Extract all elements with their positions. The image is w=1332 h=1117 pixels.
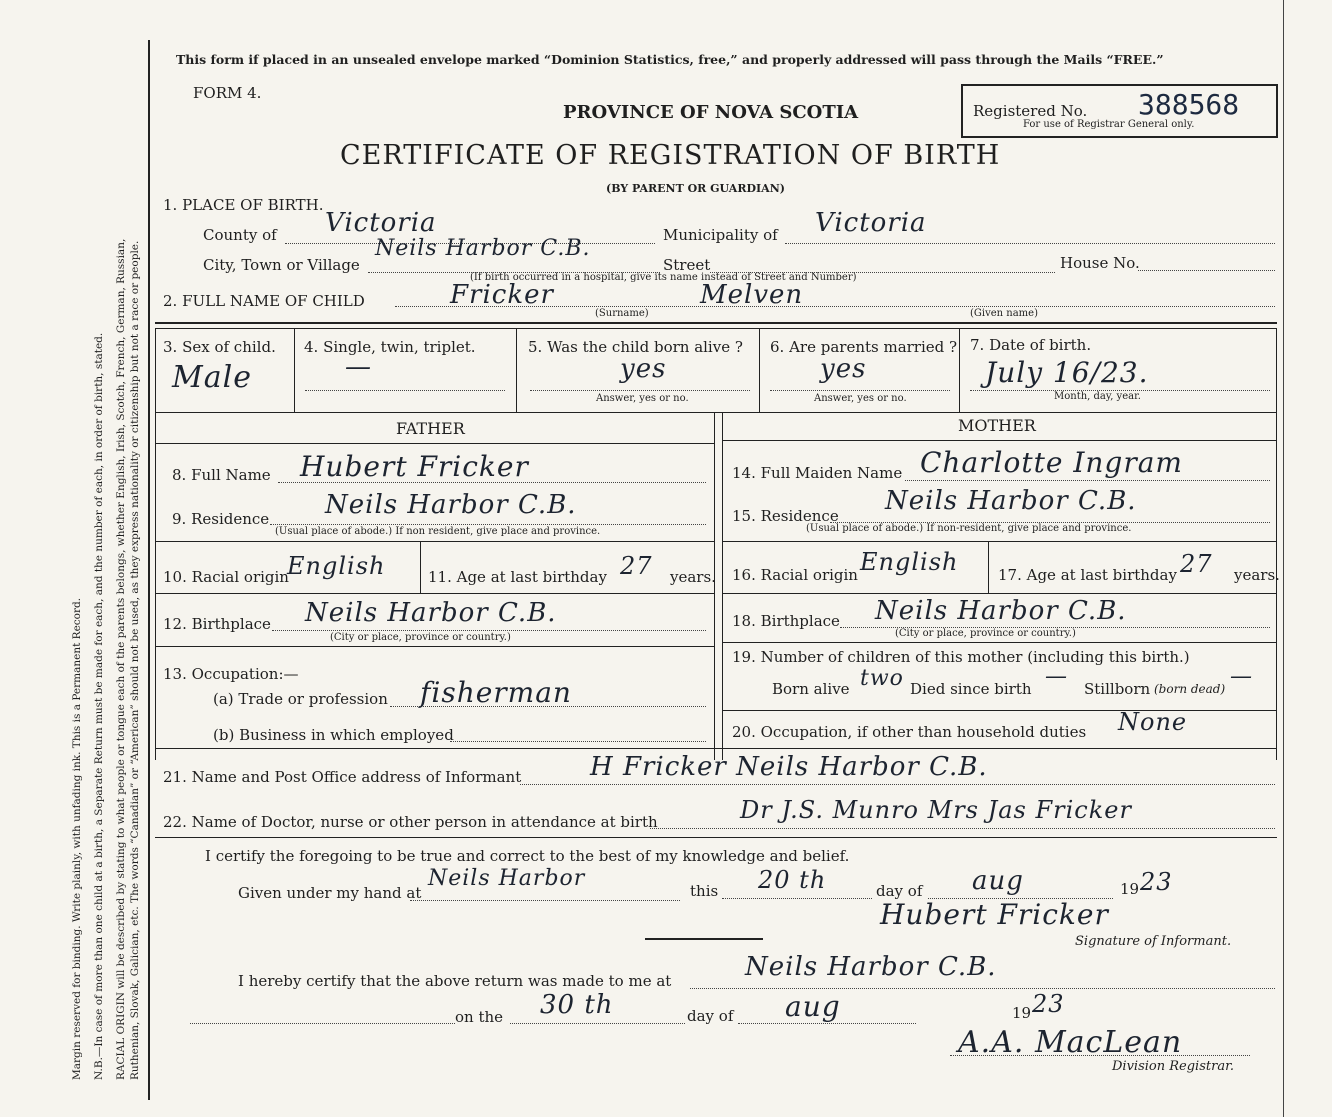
mother-residence-label: 15. Residence xyxy=(732,507,839,525)
father-residence: Neils Harbor C.B. xyxy=(325,490,577,520)
place-heading: 1. PLACE OF BIRTH. xyxy=(163,196,324,214)
father-name-label: 8. Full Name xyxy=(172,466,271,484)
registrar-month: aug xyxy=(785,990,841,1023)
street-label: Street xyxy=(663,256,711,274)
registrar-year: 23 xyxy=(1032,990,1065,1018)
father-race-label: 10. Racial origin xyxy=(163,568,289,586)
died-label: Died since birth xyxy=(910,680,1032,698)
married-caption: Answer, yes or no. xyxy=(814,393,907,404)
registrar-signature: A.A. MacLean xyxy=(958,1025,1183,1060)
mother-residence: Neils Harbor C.B. xyxy=(885,486,1137,516)
child-name-label: 2. FULL NAME OF CHILD xyxy=(163,292,365,310)
plurality-label: 4. Single, twin, triplet. xyxy=(304,338,476,356)
father-occupation-label: 13. Occupation:— xyxy=(163,665,299,683)
binding-margin-line xyxy=(148,40,150,1100)
father-residence-caption: (Usual place of abode.) If non resident, give place and province. xyxy=(275,526,601,537)
died-value: — xyxy=(1045,664,1068,689)
city-label: City, Town or Village xyxy=(203,256,360,274)
margin-note-2: N.B.—In case of more than one child at a birth, a Separate Return must be made for each, and the number of each, in order of birth, stated. xyxy=(93,332,105,1080)
certify-statement: I certify the foregoing to be true and correct to the best of my knowledge and belief. xyxy=(205,847,850,865)
mother-race-label: 16. Racial origin xyxy=(732,566,858,584)
alive-caption: Answer, yes or no. xyxy=(596,393,689,404)
children-label: 19. Number of children of this mother (including this birth.) xyxy=(732,648,1190,666)
child-given-name: Melven xyxy=(700,280,804,310)
mother-name-label: 14. Full Maiden Name xyxy=(732,464,903,482)
county-label: County of xyxy=(203,226,277,244)
informant-signature: Hubert Fricker xyxy=(880,898,1109,931)
alive-label: 5. Was the child born alive ? xyxy=(528,338,743,356)
municipality-value: Victoria xyxy=(815,208,927,238)
stillborn-note: (born dead) xyxy=(1154,682,1226,696)
registered-number: 388568 xyxy=(1138,88,1240,121)
cert-year: 23 xyxy=(1140,868,1173,896)
given-place: Neils Harbor xyxy=(428,866,586,891)
house-label: House No. xyxy=(1060,254,1140,272)
registered-number-box xyxy=(961,84,1278,138)
mother-occupation-label: 20. Occupation, if other than household duties xyxy=(732,723,1087,741)
margin-note-1: Margin reserved for binding. Write plainly, with unfading ink. This is a Permanent Record. xyxy=(71,597,83,1080)
child-surname: Fricker xyxy=(450,280,554,310)
stillborn-label: Stillborn xyxy=(1084,680,1151,698)
municipality-label: Municipality of xyxy=(663,226,778,244)
registrar-year-prefix: 19 xyxy=(1012,1004,1032,1022)
father-years: years. xyxy=(670,568,716,586)
margin-note-4: Ruthenian, Slovak, Galician, etc. The words “Canadian” or “American” should not be used, as they express nationality or citizenship but not a race or people. xyxy=(129,240,141,1080)
informant-label: 21. Name and Post Office address of Informant xyxy=(163,768,522,786)
envelope-note: This form if placed in an unsealed envelope marked “Dominion Statistics, free,” and properly addressed will pass through the Mails “FREE.” xyxy=(176,52,1164,67)
business-label: (b) Business in which employed xyxy=(213,726,454,744)
mother-race: English xyxy=(860,548,959,576)
father-age: 27 xyxy=(620,552,653,580)
father-race: English xyxy=(287,552,386,580)
plurality-value: — xyxy=(345,352,372,382)
trade-label: (a) Trade or profession xyxy=(213,690,388,708)
given-caption: (Given name) xyxy=(970,308,1038,319)
county-value: Victoria xyxy=(325,208,437,238)
registrar-day: 30 th xyxy=(540,990,614,1020)
mother-birthplace-caption: (City or place, province or country.) xyxy=(895,628,1076,639)
sex-value: Male xyxy=(172,360,252,395)
father-heading: FATHER xyxy=(396,419,465,438)
registrar-signature-caption: Division Registrar. xyxy=(1112,1059,1234,1074)
registrar-place: Neils Harbor C.B. xyxy=(745,952,997,982)
father-residence-label: 9. Residence xyxy=(172,510,270,528)
registered-label: Registered No. xyxy=(973,102,1088,120)
informant-value: H Fricker Neils Harbor C.B. xyxy=(590,752,988,782)
cert-day: 20 th xyxy=(758,866,827,894)
margin-note-3: RACIAL ORIGIN will be described by stating to what people or tongue each of the parents belongs, whether English, Irish, Scotch, French, German, Russian, xyxy=(115,238,127,1080)
married-value: yes xyxy=(820,354,867,384)
cert-month: aug xyxy=(972,866,1024,896)
father-age-label: 11. Age at last birthday xyxy=(428,568,607,586)
date-value: July 16/23. xyxy=(985,356,1149,389)
born-alive-value: two xyxy=(860,666,904,691)
hospital-note: (If birth occurred in a hospital, give its name instead of Street and Number) xyxy=(470,272,857,283)
cert-year-prefix: 19 xyxy=(1120,880,1140,898)
mother-years: years. xyxy=(1234,566,1280,584)
this-label: this xyxy=(690,882,719,900)
registrar-statement: I hereby certify that the above return was made to me at xyxy=(238,972,672,990)
mother-age-label: 17. Age at last birthday xyxy=(998,566,1177,584)
trade-value: fisherman xyxy=(420,676,572,709)
doctor-label: 22. Name of Doctor, nurse or other person in attendance at birth xyxy=(163,813,658,831)
married-label: 6. Are parents married ? xyxy=(770,338,958,356)
mother-name: Charlotte Ingram xyxy=(920,446,1183,479)
father-birthplace-caption: (City or place, province or country.) xyxy=(330,632,511,643)
father-birthplace-label: 12. Birthplace xyxy=(163,615,271,633)
sex-label: 3. Sex of child. xyxy=(163,338,276,356)
alive-value: yes xyxy=(620,354,667,384)
form-number: FORM 4. xyxy=(193,84,262,102)
mother-birthplace: Neils Harbor C.B. xyxy=(875,596,1127,626)
father-birthplace: Neils Harbor C.B. xyxy=(305,598,557,628)
date-label: 7. Date of birth. xyxy=(970,336,1092,354)
surname-caption: (Surname) xyxy=(595,308,649,319)
certificate-title: CERTIFICATE OF REGISTRATION OF BIRTH xyxy=(340,140,1001,171)
registrar-dayof-label: day of xyxy=(687,1007,734,1025)
cert-dayof-label: day of xyxy=(876,882,923,900)
born-alive-label: Born alive xyxy=(772,680,850,698)
mother-occupation: None xyxy=(1118,708,1188,736)
mother-birthplace-label: 18. Birthplace xyxy=(732,612,840,630)
given-label: Given under my hand at xyxy=(238,884,422,902)
informant-signature-caption: Signature of Informant. xyxy=(1075,934,1232,949)
page-edge-line xyxy=(1283,0,1284,1117)
province-heading: PROVINCE OF NOVA SCOTIA xyxy=(563,102,859,123)
certificate-subtitle: (BY PARENT OR GUARDIAN) xyxy=(606,182,785,195)
date-caption: Month, day, year. xyxy=(1054,391,1141,402)
father-name: Hubert Fricker xyxy=(300,450,529,483)
doctor-value: Dr J.S. Munro Mrs Jas Fricker xyxy=(740,796,1132,824)
stillborn-value: — xyxy=(1230,664,1253,689)
mother-heading: MOTHER xyxy=(958,416,1036,435)
city-value: Neils Harbor C.B. xyxy=(375,236,591,261)
on-label: on the xyxy=(455,1008,504,1026)
mother-residence-caption: (Usual place of abode.) If non-resident, give place and province. xyxy=(806,523,1132,534)
registered-note: For use of Registrar General only. xyxy=(1023,119,1195,130)
mother-age: 27 xyxy=(1180,550,1213,578)
